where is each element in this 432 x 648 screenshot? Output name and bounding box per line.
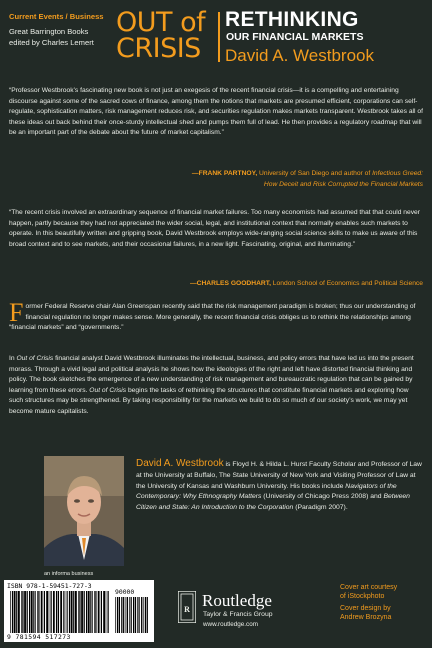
quote-1-text: “Professor Westbrook’s fascinating new book is not just an exegesis of the recent financial crisis—it is a compelling and entertaining discourse against some of the sacred cows of finance, among them the notions that markets are presumed efficient, corporations can self-regulate, sophistication matters, risk management reduces risk, and securities regulation makes markets transparent. Westbrook takes all of these ideas out back behind their once-sturdy intellectual shed and pumps them full of lead. He then provides a regulatory roadmap that will be an important part of the debate about the future of market capitalism.”: [9, 87, 423, 137]
barcode-bar: [129, 597, 130, 633]
drop-cap: F: [9, 298, 24, 327]
isbn-text: ISBN 978-1-59451-727-3: [7, 582, 92, 590]
barcode-bar: [44, 591, 45, 633]
barcode-bar: [67, 591, 68, 633]
author-bio: [136, 459, 424, 514]
barcode-bar: [115, 597, 116, 633]
credit-line-4: Andrew Brozyna: [340, 614, 392, 621]
barcode-bar: [60, 591, 62, 633]
barcode-bar: [69, 591, 70, 633]
barcode-bar: [147, 597, 148, 633]
quote-1-book-line-2: How Deceit and Risk Corrupted the Financial Markets: [263, 180, 423, 188]
barcode-bar: [103, 591, 105, 633]
barcode-bar: [37, 591, 38, 633]
barcode-bar: [56, 591, 57, 633]
barcode-bar: [21, 591, 22, 633]
barcode-bar: [75, 591, 77, 633]
barcode-bar: [63, 591, 64, 633]
quote-2-author: —CHARLES GOODHART,: [189, 280, 271, 287]
barcode-bar: [92, 591, 93, 633]
ean-digits: 9 781594 517273: [7, 633, 71, 641]
price-code: 90000: [115, 588, 135, 596]
bio-text-1: is Floyd H. & Hilda L. Hurst Faculty Scholar and Professor of Law at the University at Buffalo, The State University of New York and Visiting Professor of Law at the University of Kansas and Washburn University. His books include: [136, 461, 422, 490]
barcode-bar: [16, 591, 17, 633]
barcode-bar: [117, 597, 118, 633]
barcode-bar: [71, 591, 73, 633]
barcode-bar: [123, 597, 124, 633]
author-photo: [44, 456, 124, 566]
category-label: Current Events / Business: [9, 12, 104, 21]
barcode-bar: [145, 597, 146, 633]
subtitle-line-1: RETHINKING: [225, 8, 359, 31]
author-name: David A. Westbrook: [225, 46, 374, 65]
price-barcode: [115, 597, 149, 633]
barcode-bar: [94, 591, 95, 633]
barcode-bar: [95, 591, 96, 633]
bio-text-2: (University of Chicago Press 2008) and: [261, 493, 384, 501]
publisher-url: www.routledge.com: [203, 621, 258, 628]
barcode-bar: [12, 591, 13, 633]
cover-credits: [340, 583, 397, 622]
barcode-bar: [14, 591, 16, 633]
barcode-bar: [24, 591, 26, 633]
bio-book-2: Between Citizen and State: An Introduction to the Corporation: [136, 493, 410, 512]
barcode-bar: [119, 597, 120, 633]
barcode-bar: [126, 597, 127, 633]
barcode-bar: [101, 591, 102, 633]
description-paragraph-2: [9, 354, 423, 418]
barcode-bar: [106, 591, 107, 633]
ean-barcode: [10, 591, 110, 633]
barcode-bar: [137, 597, 138, 633]
quote-1-attribution: [9, 169, 423, 190]
series-editor: edited by Charles Lemert: [9, 38, 94, 47]
barcode-bar: [31, 591, 33, 633]
quote-2-text: “The recent crisis involved an extraordinary sequence of financial market failures. Too many economists had assumed that that could never happen, partly because they had not appreciated the wider social, legal, and institutional context that normally enables such markets to operate. In this beautifully written and gripping book, David Westbrook employs wide-ranging social science skills to make us aware of this broad context and to see markets, and their occasional failures, in a new light. Fascinating, original, and illuminating.”: [9, 209, 420, 248]
paragraph-2-text-a: financial analyst David Westbrook illuminates the intellectual, business, and policy errors that have led us into the present morass. Through a vivid legal and political analysis he shows how the ideologies of the right and left have distorted financial thinking and policy. The book sketches the emergence of a new understanding of risk management and bureaucratic regulation that can be gained by learning from these errors.: [9, 355, 414, 394]
barcode-bar: [73, 591, 74, 633]
barcode-bar: [41, 591, 43, 633]
barcode-bar: [86, 591, 87, 633]
barcode-bar: [46, 591, 48, 633]
routledge-logo-icon: [178, 591, 196, 623]
barcode-bar: [133, 597, 134, 633]
barcode-bar: [143, 597, 144, 633]
barcode-bar: [38, 591, 39, 633]
credit-line-3: Cover design by: [340, 605, 391, 612]
paragraph-2-book-title-2: Out of Crisis: [89, 386, 127, 394]
barcode-bar: [79, 591, 80, 633]
barcode-bar: [141, 597, 142, 633]
quote-1-affiliation: University of San Diego and author of: [257, 170, 373, 177]
barcode-bar: [35, 591, 36, 633]
barcode-bar: [10, 591, 11, 633]
barcode-bar: [33, 591, 34, 633]
barcode-bar: [53, 591, 55, 633]
barcode-bar: [22, 591, 23, 633]
bio-text-3: (Paradigm 2007).: [293, 504, 348, 512]
bio-book-1: Navigators of the Contemporary: Why Ethnography Matters: [136, 482, 397, 501]
quote-1-book-line-1: Infectious Greed:: [372, 170, 423, 177]
barcode-bar: [78, 591, 79, 633]
author-portrait-image: [44, 456, 124, 566]
barcode-bar: [121, 597, 122, 633]
barcode-bar: [51, 591, 52, 633]
barcode-bar: [49, 591, 50, 633]
paragraph-2-book-title: Out of Crisis: [16, 355, 54, 362]
quote-2-attribution: [9, 279, 423, 290]
barcode-bar: [29, 591, 30, 633]
title-divider: [218, 12, 220, 62]
endorsement-quote-2: [9, 208, 423, 250]
barcode-bar: [18, 591, 20, 633]
barcode-bar: [108, 591, 109, 633]
credit-line-2: of iStockphoto: [340, 593, 385, 600]
barcode-bar: [66, 591, 67, 633]
barcode-bar: [58, 591, 59, 633]
barcode-bar: [98, 591, 100, 633]
paragraph-2-text-b: begins the tasks of rethinking the structures that constitute financial markets and exploring how such structures may be strengthened. By taking responsibility for the markets we build to do so much of our society’s work, we may yet become mature capitalists.: [9, 386, 409, 415]
svg-text:R: R: [184, 605, 190, 614]
barcode-bar: [81, 591, 83, 633]
quote-2-affiliation: London School of Economics and Political Science: [270, 280, 423, 287]
description-paragraph-1: [9, 298, 423, 334]
quote-1-author: —FRANK PARTNOY,: [191, 170, 258, 177]
subtitle-line-2: OUR FINANCIAL MARKETS: [226, 31, 364, 43]
barcode-bar: [27, 591, 28, 633]
series-name: Great Barrington Books: [9, 27, 89, 36]
title-line-1: OUT of: [116, 7, 206, 38]
endorsement-quote-1: [9, 86, 423, 139]
barcode-bar: [90, 591, 91, 633]
publisher-name: Routledge: [202, 591, 272, 610]
barcode-block: [4, 580, 154, 642]
bio-author-name: David A. Westbrook: [136, 458, 224, 469]
informa-tagline: [44, 571, 93, 577]
barcode-bar: [135, 597, 136, 633]
barcode-bar: [139, 597, 140, 633]
barcode-bar: [88, 591, 90, 633]
barcode-bar: [131, 597, 132, 633]
title-line-2: CRISIS: [116, 33, 201, 64]
paragraph-1-text: ormer Federal Reserve chair Alan Greenspan recently said that the risk management paradigm is broken; thus our understanding of financial regulation no longer makes sense. More generally, the recent financial crisis obliges us to rethink the relationships among “financial markets” and “governments.”: [9, 303, 416, 332]
informa-text: an informa business: [44, 571, 94, 577]
credit-line-1: Cover art courtesy: [340, 584, 398, 591]
barcode-bar: [127, 597, 128, 633]
paragraph-2-lead: In: [9, 355, 17, 362]
barcode-bar: [84, 591, 85, 633]
publisher-group: Taylor & Francis Group: [203, 611, 273, 618]
